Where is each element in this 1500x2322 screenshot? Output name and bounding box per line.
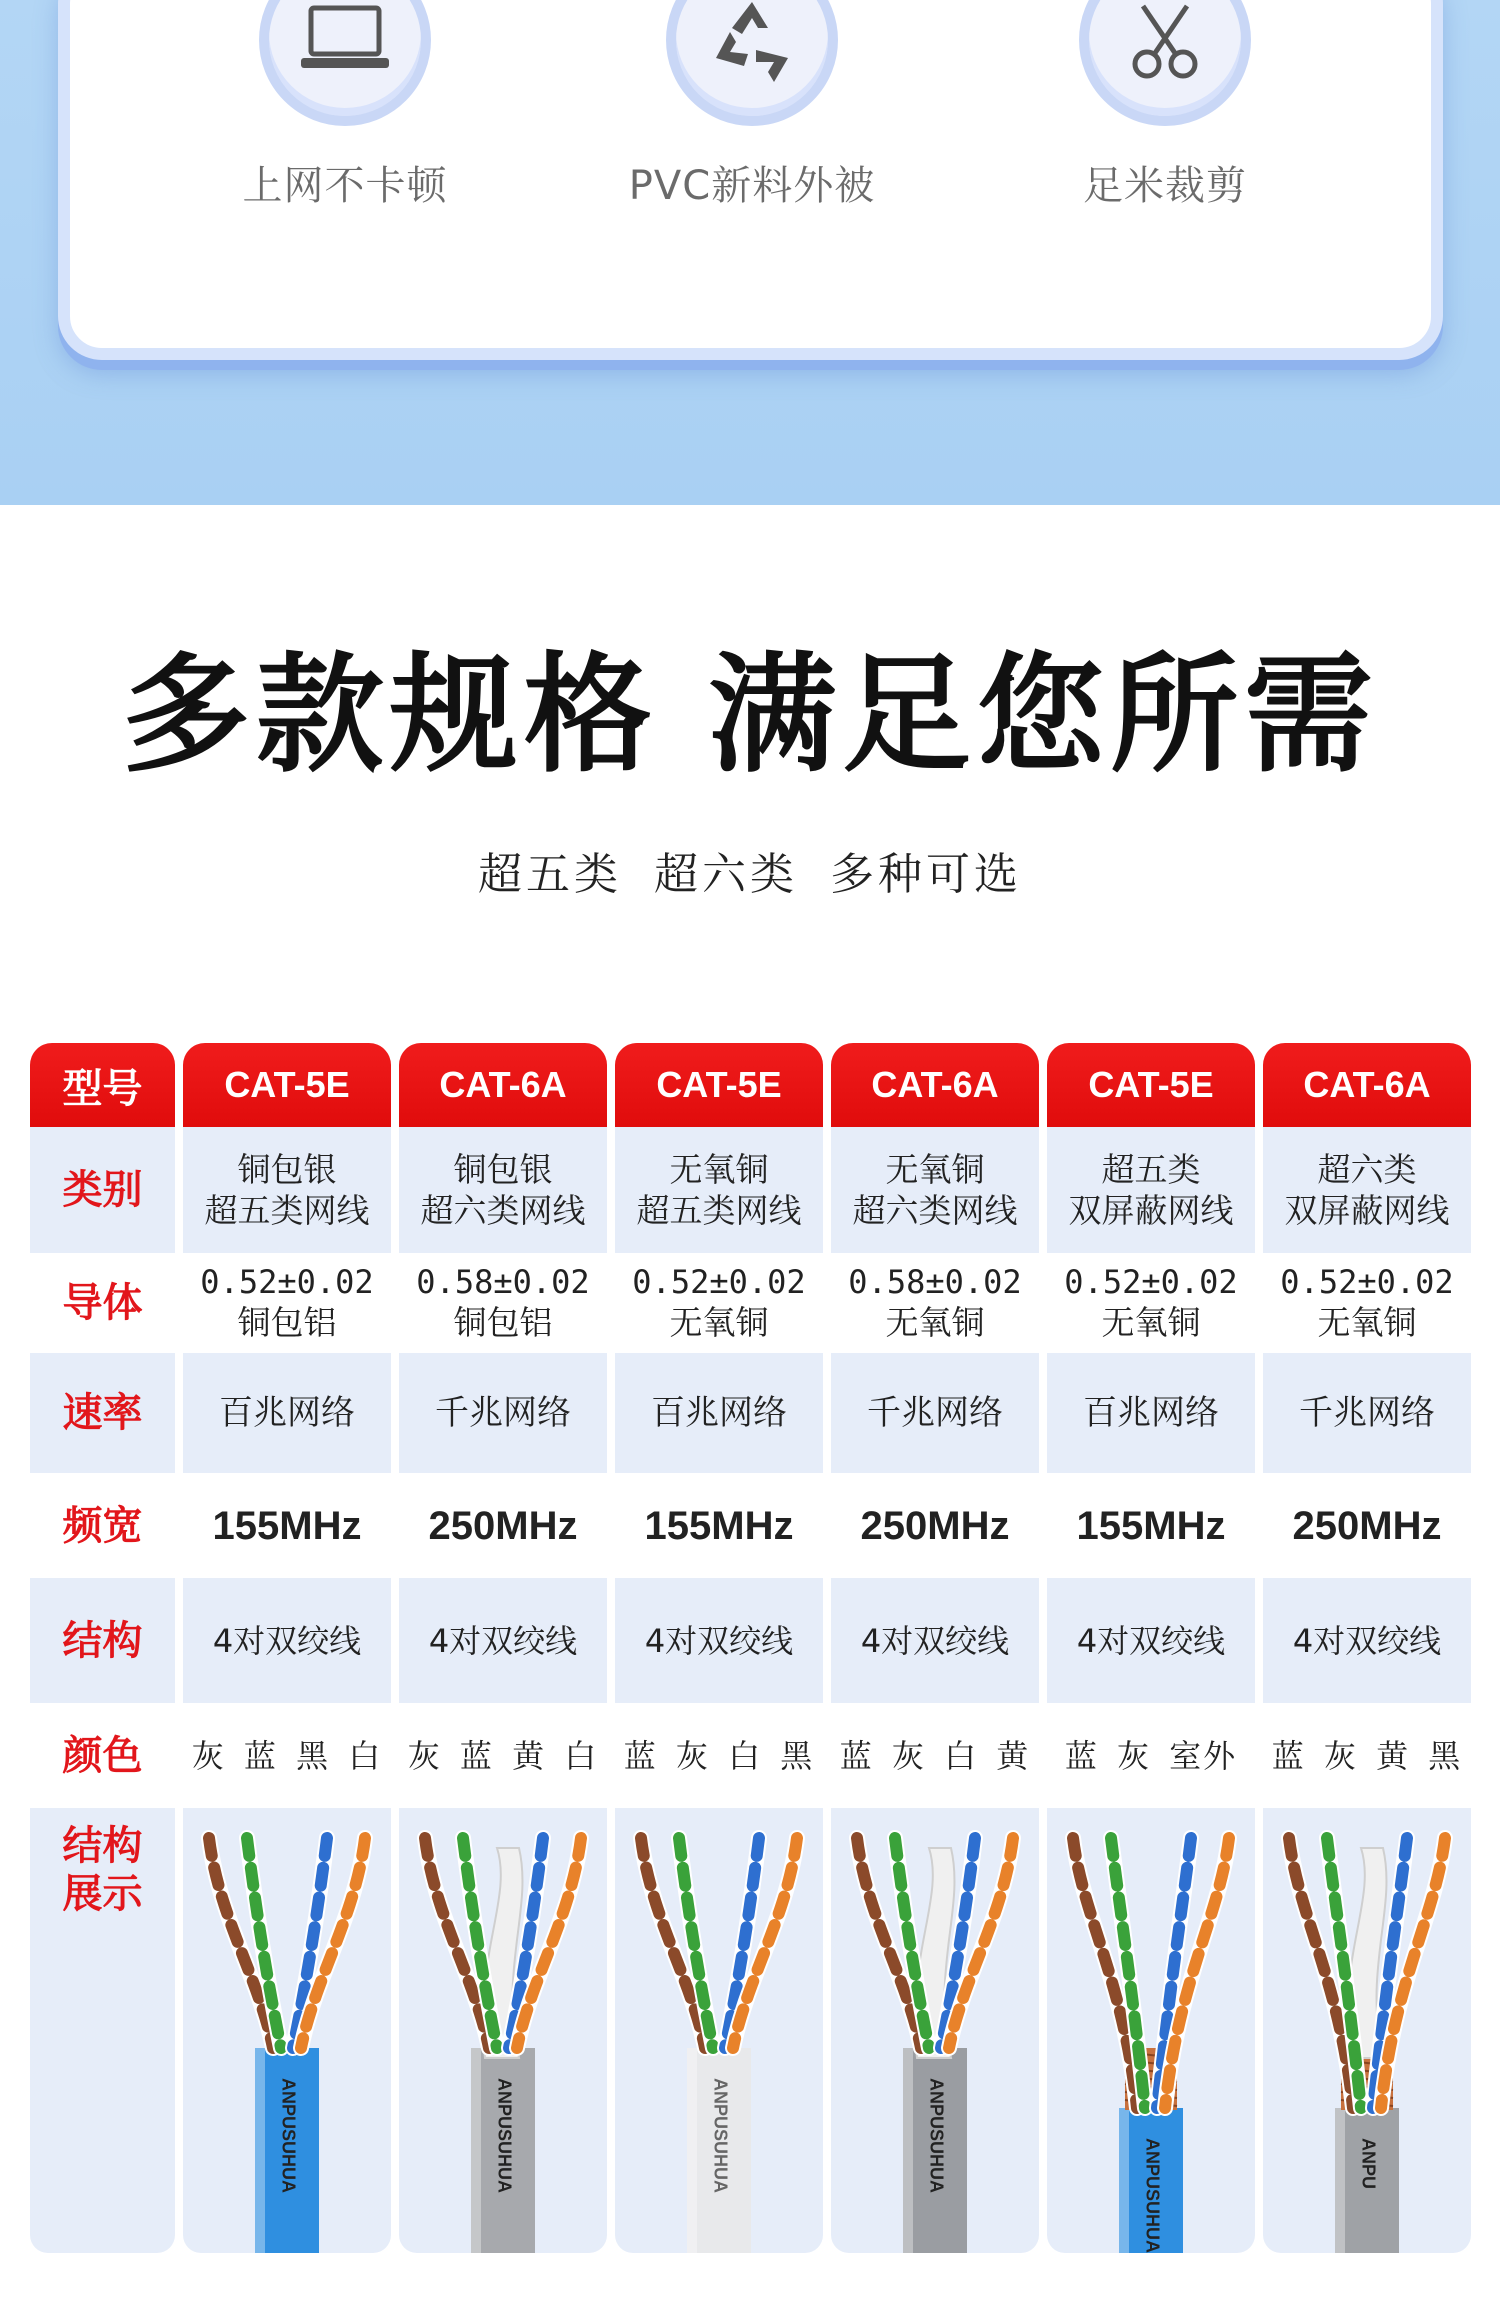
structure-cell (615, 1578, 823, 1703)
column-model: CAT-5E (183, 1043, 391, 1127)
category-line-2: 超五类网线 (204, 1191, 370, 1230)
category-line-2: 超六类网线 (852, 1191, 1018, 1230)
colors-cell (831, 1703, 1039, 1808)
category-line-1: 铜包银 (237, 1149, 337, 1189)
spec-column (1263, 1043, 1471, 2253)
cable-illustration (615, 1808, 823, 2253)
column-model: CAT-5E (1047, 1043, 1255, 1127)
conductor-cell (1263, 1253, 1471, 1353)
label-model: 型号 (30, 1043, 175, 1127)
label-structure: 结构 (30, 1578, 175, 1703)
conductor-size: 0.52±0.02 (200, 1263, 374, 1302)
rate-cell (183, 1353, 391, 1473)
feature-label: PVC新料外被 (628, 163, 876, 209)
conductor-material: 铜包铝 (237, 1303, 337, 1343)
page-title: 多款规格 满足您所需 (121, 641, 1379, 790)
bandwidth-cell (831, 1473, 1039, 1578)
conductor-size: 0.58±0.02 (848, 1263, 1022, 1302)
bandwidth-value: 155MHz (212, 1503, 362, 1548)
rate-cell (399, 1353, 607, 1473)
laptop-icon-ring (259, 0, 431, 126)
bandwidth-value: 250MHz (428, 1503, 578, 1548)
feature-card (58, 0, 1443, 360)
structure-cell (399, 1578, 607, 1703)
cable-illustration (831, 1808, 1039, 2253)
cable-brand-print: ANPUSUHUA (710, 2078, 731, 2194)
conductor-material: 无氧铜 (1317, 1303, 1417, 1343)
spec-table (30, 1043, 1472, 2253)
structure-value: 4对双绞线 (1292, 1621, 1442, 1660)
conductor-size: 0.58±0.02 (416, 1263, 590, 1302)
category-line-2: 双屏蔽网线 (1068, 1191, 1234, 1230)
structure-value: 4对双绞线 (212, 1621, 362, 1660)
feature-cut (1035, 0, 1295, 211)
laptop-icon (297, 0, 393, 80)
cable-image (399, 1808, 607, 2253)
cable-illustration (1047, 1808, 1255, 2253)
rate-value: 千兆网络 (867, 1392, 1003, 1433)
category-cell (1047, 1127, 1255, 1253)
spec-column (831, 1043, 1039, 2253)
column-model: CAT-6A (831, 1043, 1039, 1127)
cable-brand-print: ANPUSUHUA (926, 2078, 947, 2194)
rate-value: 千兆网络 (435, 1392, 571, 1433)
category-line-2: 超六类网线 (420, 1191, 586, 1230)
bandwidth-value: 250MHz (1292, 1503, 1442, 1548)
column-model: CAT-6A (1263, 1043, 1471, 1127)
category-line-2: 双屏蔽网线 (1284, 1191, 1450, 1230)
scissors-icon (1117, 0, 1213, 88)
feature-no-lag (215, 0, 475, 211)
page-subtitle: 超五类 超六类 多种可选 (478, 849, 1022, 900)
rate-cell (615, 1353, 823, 1473)
bandwidth-value: 155MHz (644, 1503, 794, 1548)
category-cell (831, 1127, 1039, 1253)
cable-image (183, 1808, 391, 2253)
conductor-cell (1047, 1253, 1255, 1353)
cable-image (831, 1808, 1039, 2253)
conductor-size: 0.52±0.02 (1280, 1263, 1454, 1302)
cable-brand-print: ANPUSUHUA (1142, 2138, 1163, 2253)
bandwidth-cell (183, 1473, 391, 1578)
structure-cell (831, 1578, 1039, 1703)
cable-illustration (183, 1808, 391, 2253)
feature-label: 足米裁剪 (1083, 163, 1247, 209)
spec-column (1047, 1043, 1255, 2253)
label-column (30, 1043, 175, 2253)
recycle-icon-ring (666, 0, 838, 126)
label-bandwidth: 频宽 (30, 1473, 175, 1578)
category-line-1: 超六类 (1317, 1149, 1417, 1189)
colors-value: 蓝 灰 黄 黑 (1271, 1736, 1463, 1775)
feature-band (0, 0, 1500, 505)
rate-cell (1047, 1353, 1255, 1473)
structure-value: 4对双绞线 (1076, 1621, 1226, 1660)
label-display: 结构 展示 (30, 1808, 175, 2253)
structure-value: 4对双绞线 (428, 1621, 578, 1660)
bandwidth-value: 250MHz (860, 1503, 1010, 1548)
structure-cell (1263, 1578, 1471, 1703)
conductor-cell (399, 1253, 607, 1353)
cable-image (615, 1808, 823, 2253)
conductor-cell (183, 1253, 391, 1353)
colors-value: 蓝 灰 白 黄 (839, 1736, 1031, 1775)
colors-value: 灰 蓝 黑 白 (191, 1736, 383, 1775)
category-line-1: 无氧铜 (885, 1149, 985, 1189)
colors-cell (1263, 1703, 1471, 1808)
cable-image (1263, 1808, 1471, 2253)
rate-value: 百兆网络 (651, 1392, 787, 1433)
colors-cell (183, 1703, 391, 1808)
conductor-cell (831, 1253, 1039, 1353)
structure-value: 4对双绞线 (860, 1621, 1010, 1660)
category-line-1: 无氧铜 (669, 1149, 769, 1189)
rate-value: 百兆网络 (219, 1392, 355, 1433)
label-category: 类别 (30, 1127, 175, 1253)
label-conductor: 导体 (30, 1253, 175, 1353)
rate-cell (1263, 1353, 1471, 1473)
conductor-size: 0.52±0.02 (1064, 1263, 1238, 1302)
conductor-material: 无氧铜 (885, 1303, 985, 1343)
recycle-icon (704, 0, 800, 88)
conductor-cell (615, 1253, 823, 1353)
column-model: CAT-6A (399, 1043, 607, 1127)
conductor-size: 0.52±0.02 (632, 1263, 806, 1302)
cable-brand-print: ANPU (1358, 2138, 1379, 2190)
column-model: CAT-5E (615, 1043, 823, 1127)
bandwidth-value: 155MHz (1076, 1503, 1226, 1548)
cable-illustration (1263, 1808, 1471, 2253)
rate-value: 百兆网络 (1083, 1392, 1219, 1433)
spec-column (399, 1043, 607, 2253)
label-rate: 速率 (30, 1353, 175, 1473)
label-color: 颜色 (30, 1703, 175, 1808)
category-cell (1263, 1127, 1471, 1253)
category-line-1: 铜包银 (453, 1149, 553, 1189)
cable-illustration (399, 1808, 607, 2253)
bandwidth-cell (1047, 1473, 1255, 1578)
feature-pvc (622, 0, 882, 211)
cable-brand-print: ANPUSUHUA (278, 2078, 299, 2194)
bandwidth-cell (1263, 1473, 1471, 1578)
spec-column (615, 1043, 823, 2253)
category-line-1: 超五类 (1101, 1149, 1201, 1189)
category-cell (615, 1127, 823, 1253)
colors-cell (399, 1703, 607, 1808)
structure-cell (183, 1578, 391, 1703)
category-cell (183, 1127, 391, 1253)
colors-value: 灰 蓝 黄 白 (407, 1736, 599, 1775)
rate-value: 千兆网络 (1299, 1392, 1435, 1433)
cable-brand-print: ANPUSUHUA (494, 2078, 515, 2194)
structure-cell (1047, 1578, 1255, 1703)
rate-cell (831, 1353, 1039, 1473)
conductor-material: 无氧铜 (669, 1303, 769, 1343)
bandwidth-cell (615, 1473, 823, 1578)
colors-cell (1047, 1703, 1255, 1808)
colors-value: 蓝 灰 室外 (1064, 1736, 1238, 1775)
feature-label: 上网不卡顿 (242, 163, 448, 209)
structure-value: 4对双绞线 (644, 1621, 794, 1660)
conductor-material: 无氧铜 (1101, 1303, 1201, 1343)
colors-cell (615, 1703, 823, 1808)
conductor-material: 铜包铝 (453, 1303, 553, 1343)
spec-column (183, 1043, 391, 2253)
category-line-2: 超五类网线 (636, 1191, 802, 1230)
bandwidth-cell (399, 1473, 607, 1578)
category-cell (399, 1127, 607, 1253)
scissors-icon-ring (1079, 0, 1251, 126)
cable-image (1047, 1808, 1255, 2253)
colors-value: 蓝 灰 白 黑 (623, 1736, 815, 1775)
